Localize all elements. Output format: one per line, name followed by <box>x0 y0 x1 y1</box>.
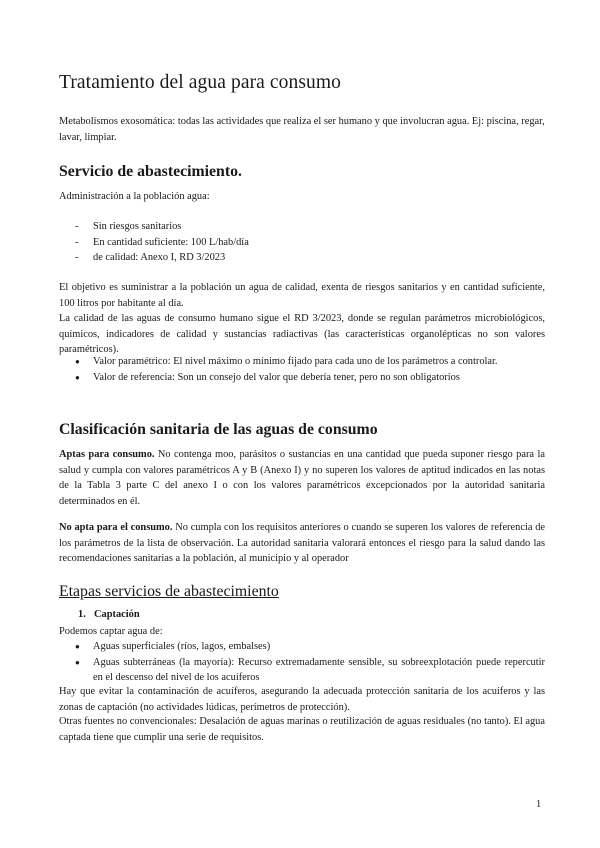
list-item: - Sin riesgos sanitarios <box>75 219 249 235</box>
no-apta-paragraph <box>59 520 545 567</box>
apta-paragraph <box>59 447 545 509</box>
no-apta-label: No apta para el consumo. <box>59 522 173 533</box>
section-heading-abastecimiento: Servicio de abastecimiento. <box>59 163 242 180</box>
page-number: 1 <box>536 799 542 810</box>
list-item: - En cantidad suficiente: 100 L/hab/día <box>75 235 249 251</box>
acuiferos-paragraph: Hay que evitar la contaminación de acuíferos, asegurando la adecuada protección sanitaria de los acuíferos y las zonas de captación (no actividades lúdicas, perímetros de protección). <box>59 686 545 713</box>
calidad-paragraph: La calidad de las aguas de consumo humano sigue el RD 3/2023, donde se regulan parámetros microbiológicos, químicos, indicadores de calidad y sustancias radiactivas (las características organolépticas no son valores paramétricos). <box>59 313 545 355</box>
apta-text: No contenga moo, parásitos o sustancias en una cantidad que pueda suponer riesgo para la salud y cumpla con valores paramétricos A y B (Anexo I) y no superen los valores de aptitud indicados en las notas de la Tabla 3 parte C del anexo I o con los valores paramétricos excepcionados por la autoridad sanitaria determinados en él. <box>59 449 545 507</box>
list-item: - de calidad: Anexo I, RD 3/2023 <box>75 250 249 266</box>
step-number: 1. <box>78 609 86 620</box>
fuentes-list <box>75 639 545 686</box>
no-apta-text: No cumpla con los requisitos anteriores o cuando se superen los valores de referencia de los parámetros de la lista de observación. La autoridad sanitaria valorará entonces el riesgo para la salud dando las recomendaciones sanitarias a la población, al municipio y al operador <box>59 522 545 564</box>
list-item: ● Valor paramétrico: El nivel máximo o mínimo fijado para cada uno de los parámetros a controlar. <box>75 354 545 370</box>
section-heading-clasificacion: Clasificación sanitaria de las aguas de consumo <box>59 421 378 438</box>
valores-list <box>75 354 545 385</box>
objetivo-paragraph: El objetivo es suministrar a la población un agua de calidad, exenta de riesgos sanitarios y en cantidad suficiente, 100 litros por habitante al día. <box>59 282 545 309</box>
apta-label: Aptas para consumo. <box>59 449 155 460</box>
captacion-lead: Podemos captar agua de: <box>59 626 163 637</box>
otras-fuentes-paragraph: Otras fuentes no convencionales: Desalación de aguas marinas o reutilización de aguas residuales (no tanto). El agua captada tiene que cumplir una serie de requisitos. <box>59 716 545 743</box>
step-label: Captación <box>94 609 140 620</box>
abastecimiento-requirements-list <box>75 219 249 266</box>
intro-paragraph: Metabolismos exosomática: todas las actividades que realiza el ser humano y que involucran agua. Ej: piscina, regar, lavar, limpiar. <box>59 116 545 143</box>
list-item: ● Valor de referencia: Son un consejo del valor que debería tener, pero no son obligatorios <box>75 370 545 386</box>
list-item: ● Aguas subterráneas (la mayoría): Recurso extremadamente sensible, su sobreexplotación puede repercutir en el descenso del nivel de los acuíferos <box>75 655 545 686</box>
step-heading-captacion <box>78 609 140 620</box>
abastecimiento-lead: Administración a la población agua: <box>59 191 210 202</box>
section-heading-etapas: Etapas servicios de abastecimiento <box>59 583 279 600</box>
list-item: ● Aguas superficiales (ríos, lagos, embalses) <box>75 639 545 655</box>
page-title: Tratamiento del agua para consumo <box>59 72 342 93</box>
